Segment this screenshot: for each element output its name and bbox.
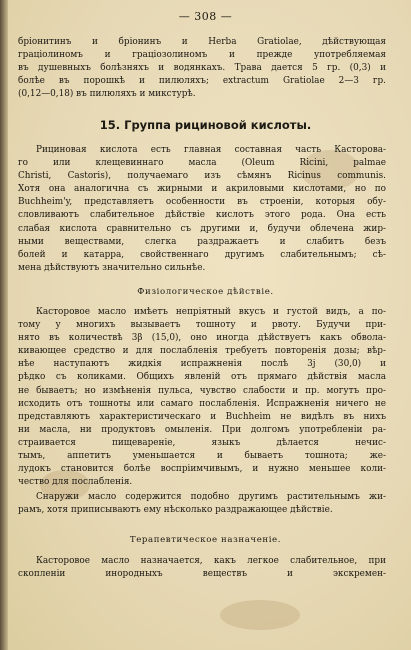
text-line: Рициновая кислота есть главная составная часть Касторова- bbox=[36, 145, 386, 155]
text-line: (0,12—0,18) въ пилюляхъ и микстурѣ. bbox=[18, 89, 196, 100]
subheading-physiology: Физіологическое дѣйствіе. bbox=[137, 287, 274, 297]
text-line: скопленіи инородныхъ веществъ и экскремен- bbox=[18, 569, 386, 580]
text-line: Buchheim'y, представляетъ особенности въ строеніи, которыя обу- bbox=[18, 197, 386, 208]
text-line: нято въ количествѣ 3β (15,0), оно иногда дѣйствуетъ какъ обвола- bbox=[18, 333, 386, 344]
page-spine-shadow bbox=[0, 0, 8, 650]
text-line: го или клещевиннаго масла (Oleum Ricini, palmae bbox=[18, 158, 386, 169]
text-line: тымъ, аппетитъ уменьшается и бываетъ тошнота; же- bbox=[18, 451, 386, 462]
text-line: исходить отъ тошноты или самаго послабленія. Испражненія ничего не bbox=[18, 398, 386, 409]
paper-stain bbox=[220, 600, 300, 630]
subheading-therapy: Терапевтическое назначеніе. bbox=[129, 535, 282, 545]
text-line: болей и катарра, свойственнаго другимъ слабительнымъ; сѣ- bbox=[18, 249, 386, 260]
text-line: Касторовое масло назначается, какъ легкое слабительное, при bbox=[36, 556, 386, 566]
text-line: чество для послабленія. bbox=[18, 477, 133, 488]
paragraph-castor-oil-action bbox=[18, 306, 386, 489]
paragraph-gratiola bbox=[18, 36, 386, 101]
text-line: страивается пищевареніе, языкъ дѣлается нечис- bbox=[18, 437, 386, 448]
text-line: въ душевныхъ болѣзняхъ и водянкахъ. Трава дается 5 гр. (0,3) и bbox=[18, 63, 386, 74]
text-line: граціолиномъ и граціозолиномъ и прежде употребляемая bbox=[18, 50, 386, 61]
text-line: Хотя она аналогична съ жирными и акриловыми кислотами, но по bbox=[18, 184, 386, 195]
paragraph-external-use bbox=[18, 491, 386, 517]
text-line: кивающее средство и для послабленія требуетъ повторенія дозы; вѣр- bbox=[18, 346, 386, 357]
text-line: лудокъ становится болѣе воспріимчивымъ, и нужно меньшее коли- bbox=[18, 464, 386, 475]
text-line: представляютъ характеристическаго и Buchheim не видѣлъ въ нихъ bbox=[18, 411, 386, 422]
text-line: рѣдко съ коликами. Общихъ явленій отъ прямаго дѣйствія масла bbox=[18, 372, 386, 383]
text-line: ни масла, ни продуктовъ омыленія. При долгомъ употребленіи ра- bbox=[18, 424, 386, 435]
text-line: рамъ, хотя приписываютъ ему нѣсколько раздражающее дѣйствіе. bbox=[18, 505, 333, 516]
text-line: бріонитинъ и бріонинъ и Herba Gratiolae, дѣйствующая bbox=[18, 37, 386, 47]
page-number: — 308 — bbox=[178, 10, 233, 23]
text-line: слабая кислота сравнительно съ другими и, будучи облечена жир- bbox=[18, 223, 386, 234]
text-line: мена дѣйствуютъ значительно сильнѣе. bbox=[18, 262, 206, 273]
text-line: не бываетъ; но измѣненія пульса, чувство слабости и пр. могутъ про- bbox=[18, 385, 386, 396]
text-line: нѣе наступаютъ жидкія испражненія послѣ 3j (30,0) и bbox=[18, 359, 386, 370]
text-line: тому у многихъ вызываетъ тошноту и рвоту. Будучи при- bbox=[18, 320, 386, 331]
text-line: Касторовое масло имѣетъ непріятный вкусъ и густой видъ, а по- bbox=[36, 307, 386, 317]
text-line: словливаютъ слабительное дѣйствіе кислотъ этого рода. Она есть bbox=[18, 210, 386, 221]
section-heading: 15. Группа рициновой кислоты. bbox=[99, 118, 312, 132]
text-line: ными веществами, слегка раздражаетъ и слабитъ безъ bbox=[18, 236, 386, 247]
text-line: Снаружи масло содержится подобно другимъ растительнымъ жи- bbox=[36, 492, 386, 502]
paragraph-ricinoleic-acid bbox=[18, 144, 386, 275]
text-line: болѣе въ порошкѣ и пилюляхъ; extractum Gratiolae 2—3 гр. bbox=[18, 76, 386, 87]
paragraph-therapy bbox=[18, 555, 386, 581]
text-line: Christi, Castoris), получаемаго изъ сѣмянъ Ricinus communis. bbox=[18, 171, 386, 182]
